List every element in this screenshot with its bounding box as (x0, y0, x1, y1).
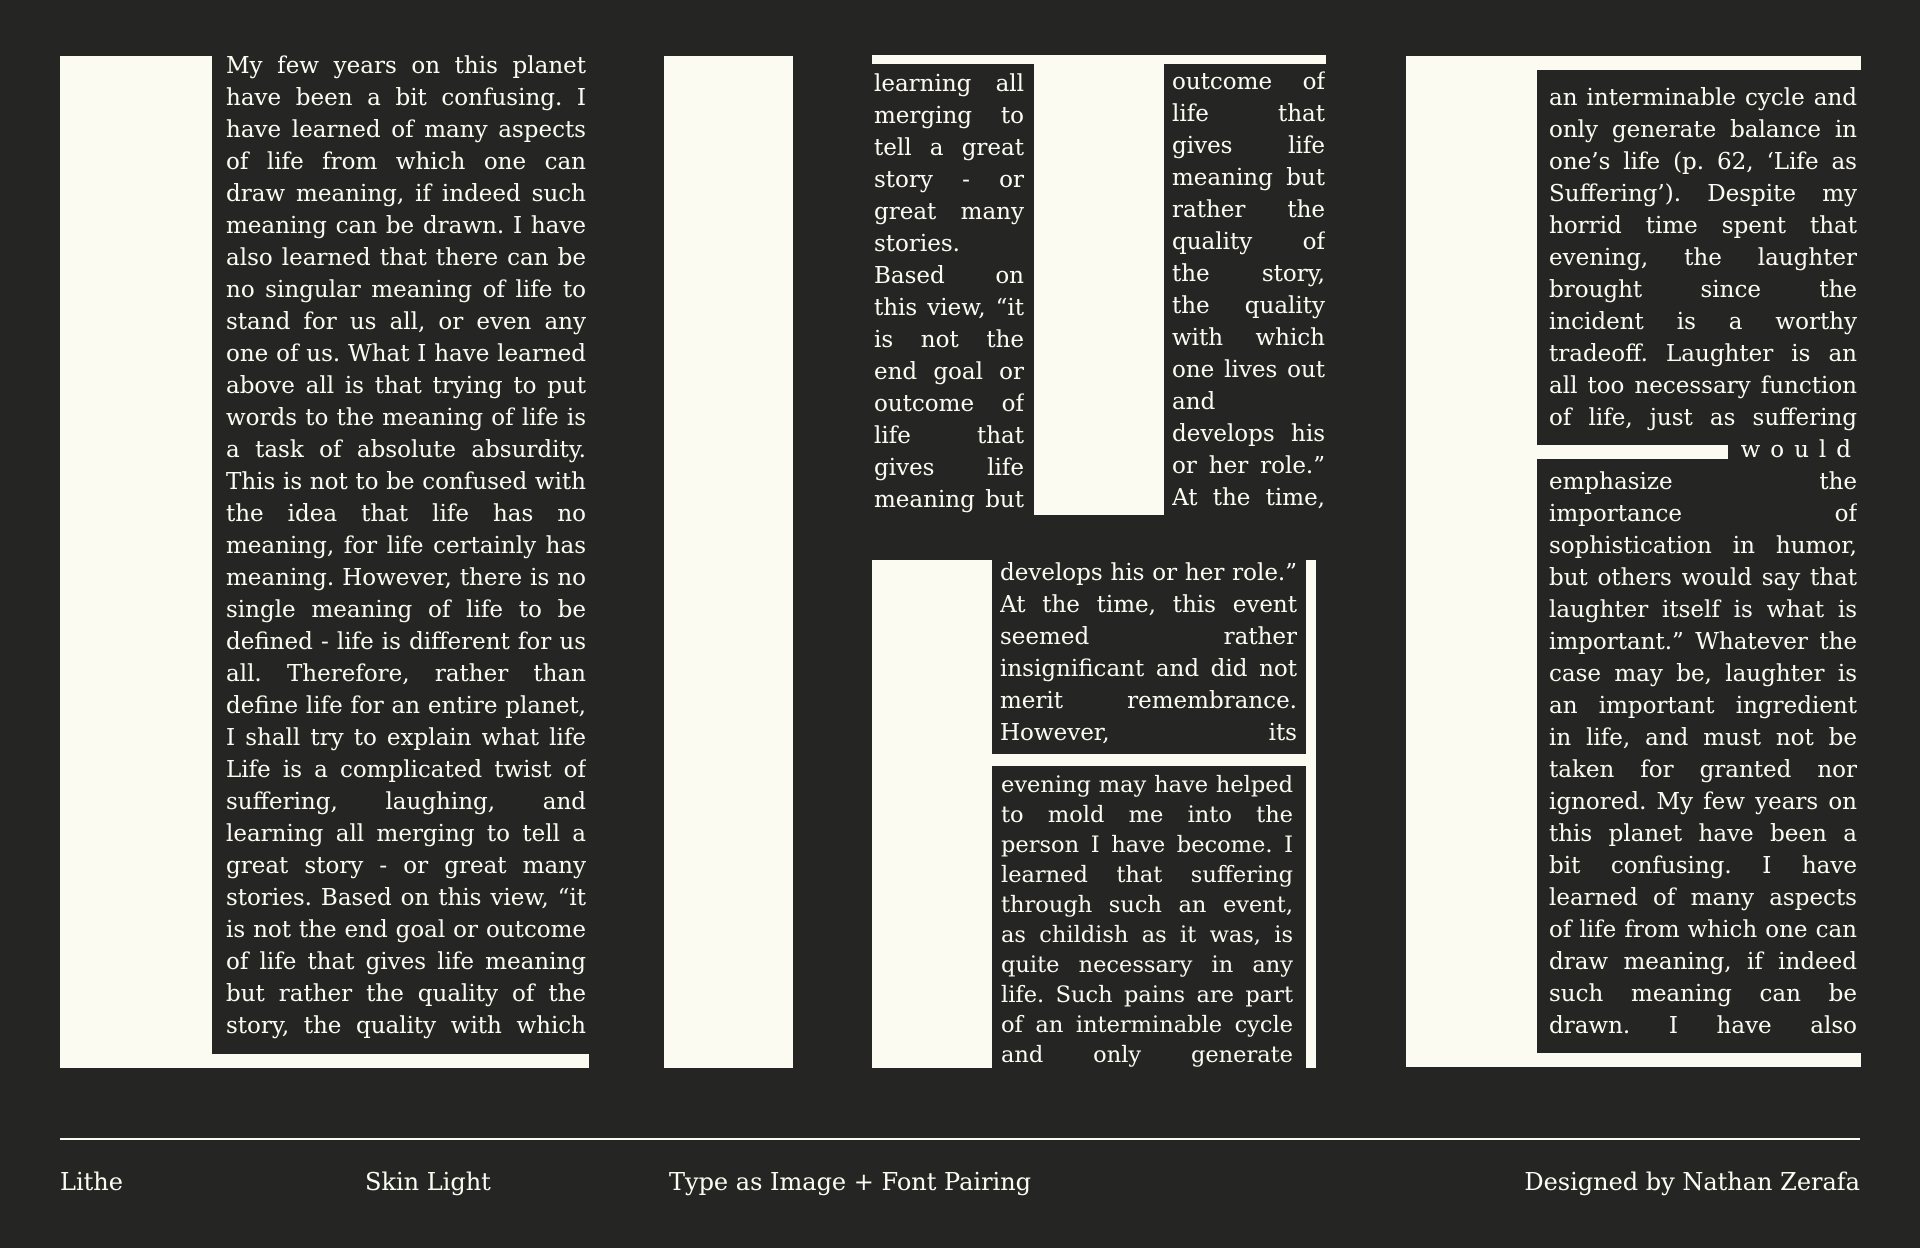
letter-l-stem (60, 56, 212, 1068)
letter-l-paragraph-2: Life is a complicated twist of suffering, laughing, and learning all merging to tell a great story - or great many stories. Based on this view, “it is not the end goal or outcome of life that gives life meaning but rather the quality of the story, the quality with which (226, 757, 586, 1039)
footer-divider (60, 1138, 1860, 1140)
footer-credit: Designed by Nathan Zerafa (1524, 1168, 1860, 1196)
letter-h-crossbar (992, 754, 1306, 766)
footer-description: Type as Image + Font Pairing (669, 1168, 1032, 1196)
letter-h-lower-text: evening may have helped to mold me into the person I have become. I learned that suffering through such an event, as childish as it was, is quite necessary in any life. Such pains are part of an interminable cycle and only generate (1001, 772, 1293, 1068)
letter-l-paragraph-1: My few years on this planet have been a bit confusing. I have learned of many aspects of life from which one can draw meaning, if indeed such meaning can be drawn. I have also learned that there can be no singular meaning of life to stand for us all, or even any one of us. What I have learned above all is that trying to put words to the meaning of life is a task of absolute absurdity. This is not to be confused with the idea that life has no meaning, for life certainly has meaning. However, there is no single meaning of life to be defined - life is different for us all. Therefore, rather than define life for an entire planet, I shall try to explain what life (226, 53, 586, 751)
letter-t-right-column: outcome of life that gives life meaning but rather the quality of the story, the quality with which one lives out and develops his or her role.” At the time, (1172, 69, 1325, 511)
letter-e-upper-text: an interminable cycle and only generate balance in one’s life (p. 62, ‘Life as Suffering’). Despite my horrid time spent that evening, the laughter brought since the incident is a worthy tradeoff. Laughter is an all too necessary function of life, just as suffering (1549, 85, 1857, 431)
letter-l-foot (60, 1054, 589, 1068)
letter-e-would-word: would (1740, 437, 1861, 463)
letter-t-left-column: learning all merging to tell a great story - or great many stories. Based on this view, “it is not the end goal or outcome of life that gives life meaning but (874, 71, 1024, 513)
letter-h-upper-text: develops his or her role.” At the time, this event seemed rather insignificant and did not merit remembrance. However, its (1000, 560, 1297, 746)
footer-weight: Skin Light (365, 1168, 491, 1196)
letter-e-lower-text: emphasize the importance of sophistication in humor, but others would say that laughter itself is what is important.” Whatever the case may be, laughter is an important ingredient in life, and must not be taken for granted nor ignored. My few years on this planet have been a bit confusing. I have learned of many aspects of life from which one can draw meaning, if indeed such meaning can be drawn. I have also (1549, 469, 1857, 1039)
letter-i (664, 56, 793, 1068)
letter-h-right-stem (1306, 560, 1316, 1068)
letter-h-left-stem (872, 560, 992, 1068)
letter-t-stem (1034, 55, 1164, 515)
footer-font-name: Lithe (60, 1168, 123, 1196)
